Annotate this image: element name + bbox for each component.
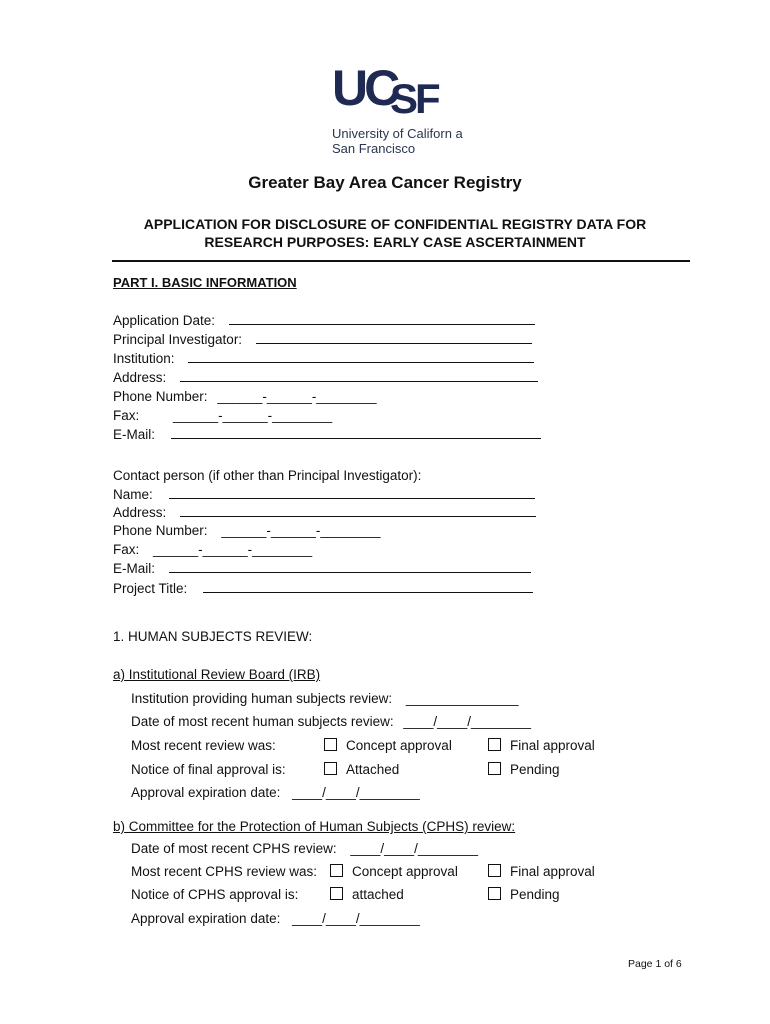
irb-concept-checkbox[interactable] — [324, 738, 337, 751]
cphs-heading: b) Committee for the Protection of Human Subjects (CPHS) review: — [113, 819, 516, 834]
logo-sf: SF — [390, 75, 438, 122]
contact-phone-label: Phone Number: — [113, 523, 208, 538]
contact-name-label: Name: — [113, 487, 153, 502]
contact-name-field[interactable] — [169, 486, 535, 499]
irb-attached-option[interactable] — [324, 761, 399, 779]
document-title: Greater Bay Area Cancer Registry — [248, 173, 522, 192]
cphs-expiration-field[interactable]: ____/____/________ — [292, 911, 420, 926]
cphs-date-label: Date of most recent CPHS review: — [131, 841, 337, 856]
irb-heading: a) Institutional Review Board (IRB) — [113, 667, 321, 682]
address-field[interactable] — [180, 369, 538, 382]
contact-fax-row — [113, 541, 312, 559]
irb-pending-label: Pending — [510, 762, 560, 777]
application-date-label: Application Date: — [113, 313, 216, 328]
logo-text — [332, 126, 463, 156]
ucsf-logo — [332, 60, 492, 156]
irb-date-label: Date of most recent human subjects review: — [131, 714, 394, 729]
phone-field[interactable]: ______-______-________ — [217, 389, 377, 404]
cphs-final-option[interactable] — [488, 863, 595, 881]
irb-pending-checkbox[interactable] — [488, 762, 501, 775]
cphs-expiration-row — [131, 910, 420, 928]
irb-attached-checkbox[interactable] — [324, 762, 337, 775]
part-1-heading: PART I. BASIC INFORMATION — [113, 275, 297, 290]
irb-date-row — [131, 713, 531, 731]
project-title-field[interactable] — [203, 580, 533, 593]
subtitle-line-1: APPLICATION FOR DISCLOSURE OF CONFIDENTIAL REGISTRY DATA FOR — [143, 216, 647, 232]
address-label: Address: — [113, 370, 167, 385]
logo-line-1: University of Californ a — [332, 126, 463, 141]
logo-line-2: San Francisco — [332, 141, 416, 156]
irb-date-field[interactable]: ____/____/________ — [403, 714, 532, 729]
cphs-attached-checkbox[interactable] — [330, 887, 343, 900]
phone-row — [113, 388, 376, 406]
irb-expiration-label: Approval expiration date: — [131, 785, 281, 800]
logo-uc: UC — [332, 60, 397, 116]
email-row — [113, 426, 541, 444]
irb-review-was-label: Most recent review was: — [131, 738, 276, 753]
address-row — [113, 369, 538, 387]
fax-label: Fax: — [113, 408, 140, 423]
contact-email-field[interactable] — [169, 560, 531, 573]
contact-email-label: E-Mail: — [113, 561, 156, 576]
contact-heading: Contact person (if other than Principal Investigator): — [113, 468, 422, 483]
irb-final-checkbox[interactable] — [488, 738, 501, 751]
institution-field[interactable] — [188, 350, 534, 363]
cphs-date-field[interactable]: ____/____/________ — [350, 841, 478, 856]
cphs-attached-label: attached — [352, 887, 404, 902]
contact-phone-field[interactable]: ______-______-________ — [221, 523, 381, 538]
irb-providing-row — [131, 690, 519, 708]
institution-label: Institution: — [113, 351, 175, 366]
cphs-concept-checkbox[interactable] — [330, 864, 343, 877]
contact-address-label: Address: — [113, 505, 167, 520]
contact-fax-label: Fax: — [113, 542, 140, 557]
cphs-attached-option[interactable] — [330, 886, 404, 904]
document-subtitle — [100, 215, 690, 251]
irb-concept-option[interactable] — [324, 737, 452, 755]
email-field[interactable] — [171, 426, 541, 439]
irb-pending-option[interactable] — [488, 761, 560, 779]
irb-providing-label: Institution providing human subjects review: — [131, 691, 393, 706]
contact-email-row — [113, 560, 531, 578]
title-divider — [112, 260, 690, 262]
cphs-review-was-row — [131, 863, 317, 881]
contact-address-field[interactable] — [180, 504, 536, 517]
project-title-label: Project Title: — [113, 581, 188, 596]
section-1-heading: 1. HUMAN SUBJECTS REVIEW: — [113, 629, 313, 644]
contact-address-row — [113, 504, 536, 522]
application-date-field[interactable] — [229, 312, 535, 325]
cphs-concept-label: Concept approval — [352, 864, 458, 879]
page-number: Page 1 of 6 — [628, 958, 682, 970]
ucsf-logo-mark — [332, 60, 492, 156]
contact-fax-field[interactable]: ______-______-________ — [153, 542, 313, 557]
irb-notice-label: Notice of final approval is: — [131, 762, 286, 777]
irb-expiration-row — [131, 784, 420, 802]
cphs-final-checkbox[interactable] — [488, 864, 501, 877]
cphs-review-was-label: Most recent CPHS review was: — [131, 864, 318, 879]
irb-expiration-field[interactable]: ____/____/________ — [292, 785, 420, 800]
cphs-pending-option[interactable] — [488, 886, 560, 904]
irb-final-label: Final approval — [510, 738, 595, 753]
cphs-pending-checkbox[interactable] — [488, 887, 501, 900]
email-label: E-Mail: — [113, 427, 156, 442]
cphs-notice-label: Notice of CPHS approval is: — [131, 887, 299, 902]
cphs-date-row — [131, 840, 478, 858]
subtitle-line-2: RESEARCH PURPOSES: EARLY CASE ASCERTAINMENT — [204, 234, 586, 250]
irb-providing-field[interactable]: _______________ — [405, 691, 519, 706]
irb-concept-label: Concept approval — [346, 738, 452, 753]
cphs-final-label: Final approval — [510, 864, 595, 879]
application-date-row — [113, 312, 535, 330]
principal-investigator-field[interactable] — [256, 331, 532, 344]
irb-attached-label: Attached — [346, 762, 400, 777]
principal-investigator-row — [113, 331, 532, 349]
cphs-concept-option[interactable] — [330, 863, 458, 881]
contact-name-row — [113, 486, 535, 504]
cphs-expiration-label: Approval expiration date: — [131, 911, 281, 926]
contact-phone-row — [113, 522, 380, 540]
institution-row — [113, 350, 534, 368]
phone-label: Phone Number: — [113, 389, 208, 404]
cphs-pending-label: Pending — [510, 887, 560, 902]
project-title-row — [113, 580, 533, 598]
fax-field[interactable]: ______-______-________ — [173, 408, 333, 423]
irb-final-option[interactable] — [488, 737, 595, 755]
principal-investigator-label: Principal Investigator: — [113, 332, 243, 347]
fax-row — [113, 407, 332, 425]
